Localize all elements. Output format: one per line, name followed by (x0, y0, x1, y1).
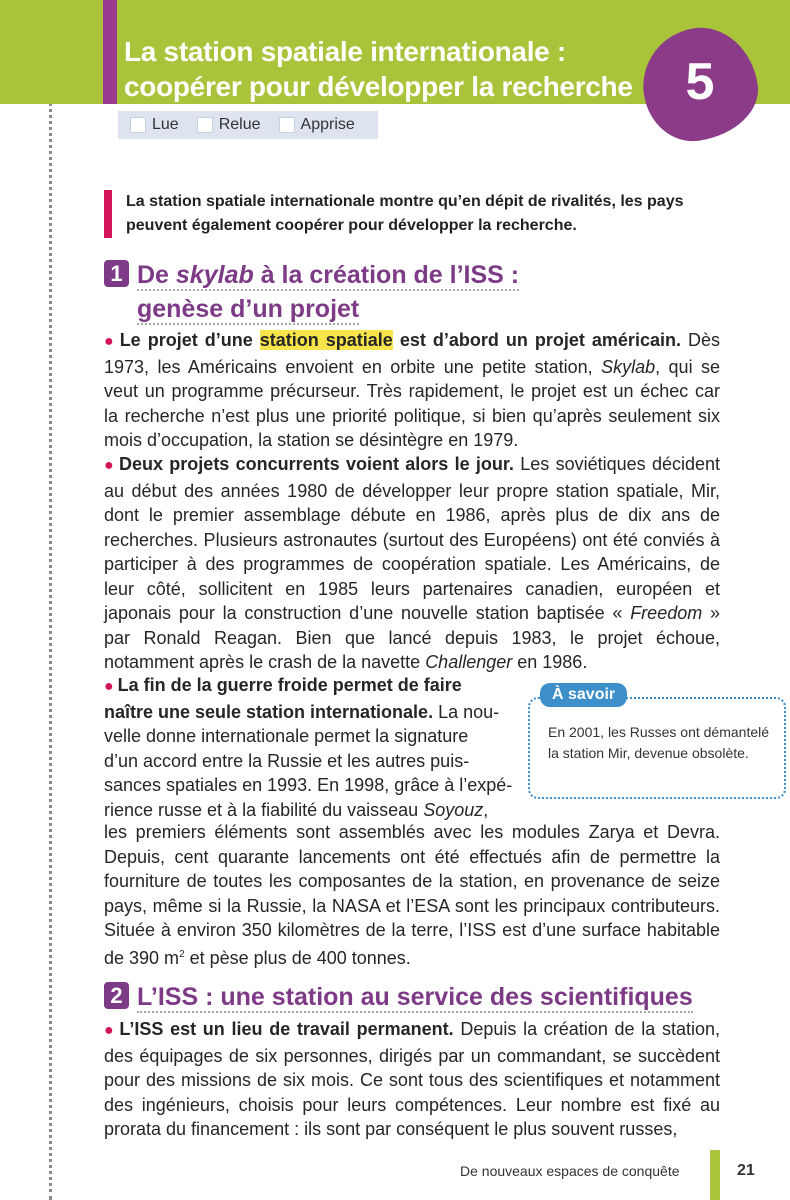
page-title (124, 34, 644, 104)
reading-status-bar (118, 111, 378, 139)
body-text: Depuis la création de la station, des équipages de six personnes, dirigés par un commandant, se succèdent pour des missions de six mois. Ce sont tous des scientifiques et notamment des ingénieurs, choisis pour leurs compétences. Leur nombre est fixé au prorata du financement : ils sont par conséquent le plus souvent russes, (104, 1019, 720, 1139)
paragraph-2 (104, 452, 720, 675)
lead-text: La fin de la guerre froide permet de faire (117, 675, 462, 695)
section-number: 1 (104, 260, 129, 287)
intro-accent-bar (104, 190, 112, 238)
body-text: Dès 1973, les Américains envoient en orbite une petite station, (104, 330, 720, 377)
status-relue[interactable] (197, 116, 261, 134)
italic-text: Freedom (630, 603, 703, 623)
intro-summary (104, 190, 724, 238)
status-label: Lue (152, 116, 179, 133)
section-title-italic: skylab (175, 261, 254, 289)
apprise-checkbox[interactable] (279, 117, 295, 133)
italic-text: Challenger (425, 652, 513, 672)
lead-text: est d’abord un projet américain. (392, 330, 681, 350)
lead-text: Deux projets concurrents voient alors le jour. (118, 454, 514, 474)
lead-text: Le projet d’une (119, 330, 260, 350)
info-box-tag: À savoir (540, 683, 627, 707)
body-text: La nou- (433, 701, 500, 722)
relue-checkbox[interactable] (197, 117, 213, 133)
body-line: sances spatiales en 1993. En 1998, grâce à l’expé- (104, 775, 513, 795)
body-text: Les soviétiques décident au début des années 1980 de développer leur propre station spatiale, Mir, dont le premier assemblage débute en 1986, après plus de dix ans de recherches. Plusieurs astronautes (surtout des Européens) ont été conviés à participer à des programmes de coopération spatiale. Les Américains, de leur côté, sollicitent en 1985 leurs partenaires canadien, européen et japonais pour la construction d’une nouvelle station baptisée « (104, 454, 720, 623)
body-line: velle donne internationale permet la signature (104, 726, 469, 746)
title-line-1: La station spatiale internationale : (124, 36, 566, 67)
section-title-part: à la création de l’ISS : (253, 261, 520, 289)
section-number: 2 (104, 982, 129, 1009)
highlighted-term: station spatiale (259, 330, 393, 350)
body-text: les premiers éléments sont assemblés avec les modules Zarya et Devra. Depuis, cent quarante lancements ont été effectués afin de permettre la fourniture de toutes les composantes de la station, en provenance de seize pays, même si la Russie, la NASA et l’ESA sont les principaux contributeurs. Située à environ 350 kilomètres de la terre, l’ISS est d’une surface habitable de 390 m (104, 822, 720, 968)
body-text: en 1986. (512, 652, 588, 672)
section-2-heading (104, 980, 734, 1014)
body-line: d’un accord entre la Russie et les autres puis- (104, 750, 470, 771)
body-text: rience russe et à la fiabilité du vaisseau (104, 799, 424, 820)
status-label: Relue (218, 116, 261, 133)
footer-chapter-title: De nouveaux espaces de conquête (460, 1163, 680, 1179)
lead-text: naître une seule station internationale. (104, 701, 434, 722)
status-lue[interactable] (130, 116, 179, 134)
lue-checkbox[interactable] (130, 117, 146, 133)
chapter-number: 5 (685, 53, 715, 111)
footer-accent-bar (710, 1150, 720, 1200)
title-line-2: coopérer pour développer la recherche (124, 71, 633, 102)
paragraph-3-bottom (104, 820, 720, 970)
status-apprise[interactable] (279, 116, 355, 134)
bullet-icon: ● (104, 678, 114, 695)
status-label: Apprise (300, 116, 355, 133)
lead-text: L’ISS est un lieu de travail permanent. (119, 1019, 454, 1039)
superscript: 2 (179, 948, 185, 960)
bullet-icon: ● (104, 457, 115, 474)
italic-text: Soyouz (423, 799, 484, 820)
body-text: et pèse plus de 400 tonnes. (184, 947, 411, 968)
paragraph-1 (104, 328, 720, 453)
paragraph-4 (104, 1017, 720, 1142)
body-text: , (483, 799, 489, 820)
title-accent-stripe (103, 0, 117, 104)
section-title-line-2: genèse d’un projet (137, 295, 360, 323)
section-1-heading (104, 258, 734, 326)
margin-dotted-line (49, 0, 52, 1200)
body-text: » par Ronald Reagan. Bien que lancé depuis 1983, le projet échoue, notamment après le crash de la navette (104, 603, 720, 672)
intro-text: La station spatiale internationale montre qu’en dépit de rivalités, les pays peuvent également coopérer pour développer la recherche. (126, 193, 684, 234)
section-title: L’ISS : une station au service des scientifiques (137, 983, 693, 1011)
body-text: , qui se veut un programme précurseur. Très rapidement, le projet est un échec car la recherche n’est plus une priorité politique, si bien qu’après seulement six mois d’occupation, la station se désintègre en 1979. (104, 356, 721, 450)
bullet-icon: ● (104, 1022, 116, 1039)
info-box-text: En 2001, les Russes ont démantelé la station Mir, devenue obsolète. (548, 724, 770, 761)
bullet-icon: ● (104, 333, 116, 350)
italic-text: Skylab (601, 356, 656, 377)
page-number: 21 (737, 1162, 755, 1179)
section-title-part: De (137, 261, 176, 289)
paragraph-3-top (104, 673, 514, 822)
